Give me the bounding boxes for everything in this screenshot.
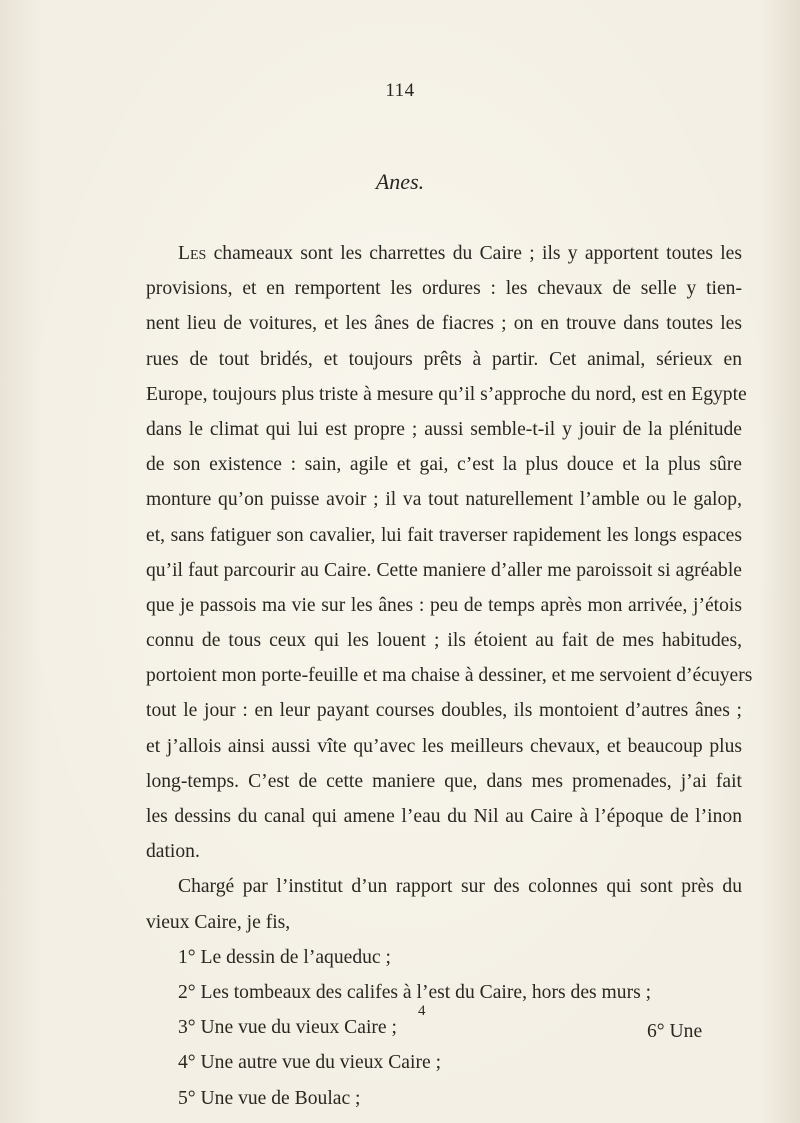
paragraph-line: et, sans fatiguer son cavalier, lui fait traverser rapidement les longs espaces [146,524,742,546]
paragraph-line: dans le climat qui lui est propre ; aussi semble-t-il y jouir de la plénitude [146,418,742,440]
paragraph-line-text: chameaux sont les charrettes du Caire ; ils y apportent toutes les [206,243,742,264]
paragraph-line: long-temps. C’est de cette maniere que, dans mes promenades, j’ai fait [146,770,742,792]
list-item: 1° Le dessin de l’aqueduc ; [178,946,391,968]
paragraph-line: portoient mon porte-feuille et ma chaise à dessiner, et me servoient d’écuyers [146,665,753,687]
body-text [146,236,753,1116]
paragraph-line: tout le jour : en leur payant courses doubles, ils montoient d’autres ânes ; [146,700,742,722]
paragraph-line: rues de tout bridés, et toujours prêts à partir. Cet animal, sérieux en [146,348,742,370]
paragraph-1 [146,236,753,869]
page-number: 114 [385,80,415,101]
paragraph-line: nent lieu de voitures, et les ânes de fiacres ; on en trouve dans toutes les [146,313,742,335]
list-item: 3° Une vue du vieux Caire ; [178,1017,397,1039]
paragraph-line: Chargé par l’institut d’un rapport sur des colonnes qui sont près du [178,876,742,898]
paragraph-line: dation. [146,841,200,863]
paragraph-2 [146,869,742,939]
paragraph-line: provisions, et en remportent les ordures : les chevaux de selle y tien- [146,278,742,300]
paragraph-line: connu de tous ceux qui les louent ; ils étoient au fait de mes habitudes, [146,630,742,652]
list-item: 2° Les tombeaux des califes à l’est du Caire, hors des murs ; [178,981,652,1003]
paragraph-line: qu’il faut parcourir au Caire. Cette maniere d’aller me paroissoit si agréable [146,559,742,581]
catchword: 6° Une [647,1021,703,1042]
paragraph-line: Europe, toujours plus triste à mesure qu’il s’approche du nord, est en Egypte [146,383,747,405]
paragraph-line [146,236,742,271]
paragraph-line: que je passois ma vie sur les ânes : peu de temps après mon arrivée, j’étois [146,594,742,616]
paragraph-line: vieux Caire, je fis, [146,911,291,933]
signature-mark: 4 [418,1003,426,1019]
lead-word: Les [178,243,207,264]
list-item: 4° Une autre vue du vieux Caire ; [178,1052,442,1074]
paragraph-line: monture qu’on puisse avoir ; il va tout naturellement l’amble ou le galop, [146,489,742,511]
paragraph-line: de son existence : sain, agile et gai, c’est la plus douce et la plus sûre [146,454,742,476]
paragraph-line: et j’allois ainsi aussi vîte qu’avec les meilleurs chevaux, et beaucoup plus [146,735,742,757]
list-item: 5° Une vue de Boulac ; [178,1087,361,1109]
paragraph-line: les dessins du canal qui amene l’eau du Nil au Caire à l’époque de l’inon [146,806,742,827]
chapter-title: Anes. [375,169,425,194]
